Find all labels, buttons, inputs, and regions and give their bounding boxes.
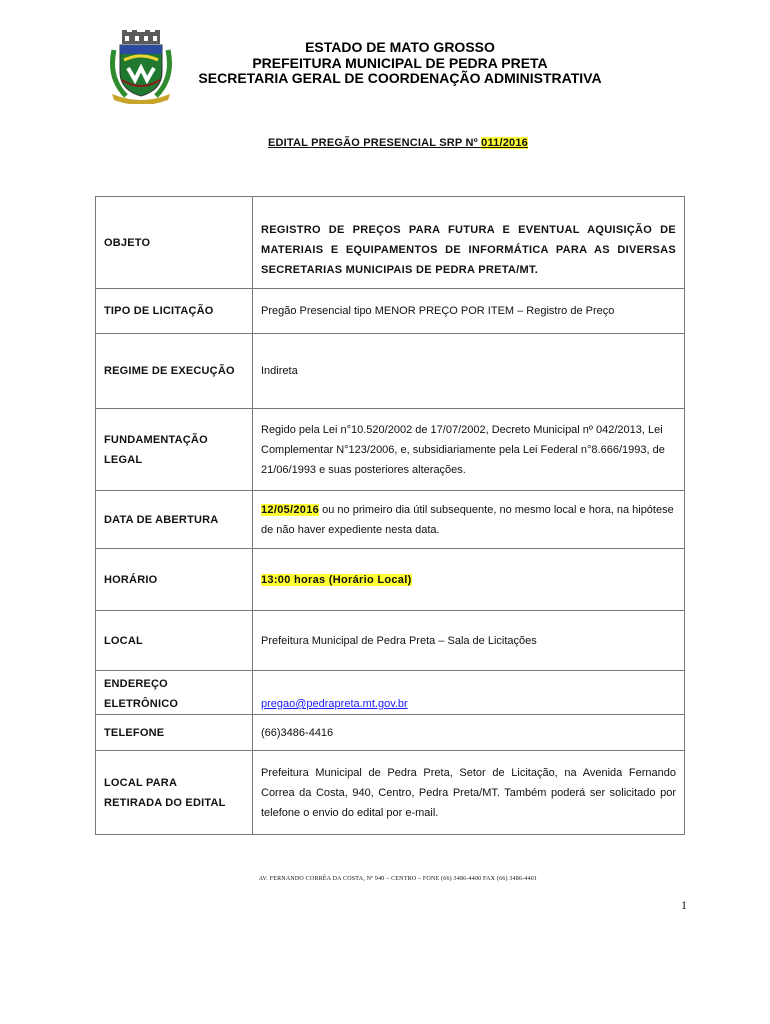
table-row — [96, 491, 685, 549]
retirada-label-line1: LOCAL PARA — [104, 776, 178, 789]
retirada-label — [96, 751, 253, 835]
endereco-label — [96, 671, 253, 715]
regime-label: REGIME DE EXECUÇÃO — [96, 334, 253, 409]
retirada-label-line2: RETIRADA DO EDITAL — [104, 796, 226, 809]
table-row — [96, 197, 685, 289]
fundamentacao-value: Regido pela Lei n°10.520/2002 de 17/07/2002, Decreto Municipal nº 042/2013, Lei Complementar N°123/2006, e, subsidiariamente pela Lei Federal n°8.666/1993, de 21/06/1993 e suas posteriores alterações. — [253, 409, 685, 491]
horario-value: 13:00 horas (Horário Local) — [261, 573, 412, 586]
local-value: Prefeitura Municipal de Pedra Preta – Sala de Licitações — [253, 611, 685, 671]
edital-title — [0, 137, 770, 149]
horario-cell — [253, 549, 685, 611]
endereco-cell — [253, 671, 685, 715]
table-row — [96, 334, 685, 409]
telefone-value: (66)3486-4416 — [253, 715, 685, 751]
objeto-value: REGISTRO DE PREÇOS PARA FUTURA E EVENTUAL AQUISIÇÃO DE MATERIAIS E EQUIPAMENTOS DE INFORMÁTICA PARA AS DIVERSAS SECRETARIAS MUNICIPAIS DE PEDRA PRETA/MT. — [253, 197, 685, 289]
telefone-label: TELEFONE — [96, 715, 253, 751]
table-row — [96, 751, 685, 835]
edital-number: 011/2016 — [481, 137, 528, 149]
page-number: 1 — [681, 898, 687, 912]
footer-address: AV. FERNANDO CORRÊA DA COSTA, Nº 940 – CENTRO – FONE (66) 3486-4400 FAX (66) 3486-4401 — [258, 876, 538, 882]
endereco-label-line2: ELETRÔNICO — [104, 698, 179, 710]
table-row — [96, 409, 685, 491]
local-label: LOCAL — [96, 611, 253, 671]
abertura-value — [253, 491, 685, 549]
edital-title-prefix: EDITAL PREGÃO PRESENCIAL SRP Nº — [267, 137, 482, 149]
horario-label: HORÁRIO — [96, 549, 253, 611]
table-row — [96, 289, 685, 334]
abertura-date: 12/05/2016 — [261, 503, 320, 516]
table-row — [96, 715, 685, 751]
municipality-name: PREFEITURA MUNICIPAL DE PEDRA PRETA — [252, 54, 548, 71]
state-name: ESTADO DE MATO GROSSO — [305, 39, 495, 55]
abertura-text: ou no primeiro dia útil subsequente, no mesmo local e hora, na hipótese de não haver expediente nesta data. — [261, 503, 674, 536]
endereco-label-line1: ENDEREÇO — [104, 678, 168, 690]
tipo-label: TIPO DE LICITAÇÃO — [96, 289, 253, 334]
edital-summary-table — [95, 196, 685, 835]
tipo-value: Pregão Presencial tipo MENOR PREÇO POR ITEM – Registro de Preço — [253, 289, 685, 334]
table-row — [96, 671, 685, 715]
objeto-label: OBJETO — [96, 197, 253, 289]
table-row — [96, 611, 685, 671]
secretariat-name: SECRETARIA GERAL DE COORDENAÇÃO ADMINISTRATIVA — [198, 70, 602, 86]
retirada-value: Prefeitura Municipal de Pedra Preta, Setor de Licitação, na Avenida Fernando Correa da Costa, 940, Centro, Pedra Preta/MT. Também poderá ser solicitado por telefone o envio do edital por e-mail. — [253, 751, 685, 835]
email-link[interactable]: pregao@pedrapreta.mt.gov.br — [261, 698, 408, 710]
abertura-label: DATA DE ABERTURA — [96, 491, 253, 549]
regime-value: Indireta — [253, 334, 685, 409]
table-row — [96, 549, 685, 611]
fundamentacao-label: FUNDAMENTAÇÃO LEGAL — [96, 409, 253, 491]
letterhead — [170, 40, 630, 87]
coat-of-arms-logo — [108, 30, 174, 104]
